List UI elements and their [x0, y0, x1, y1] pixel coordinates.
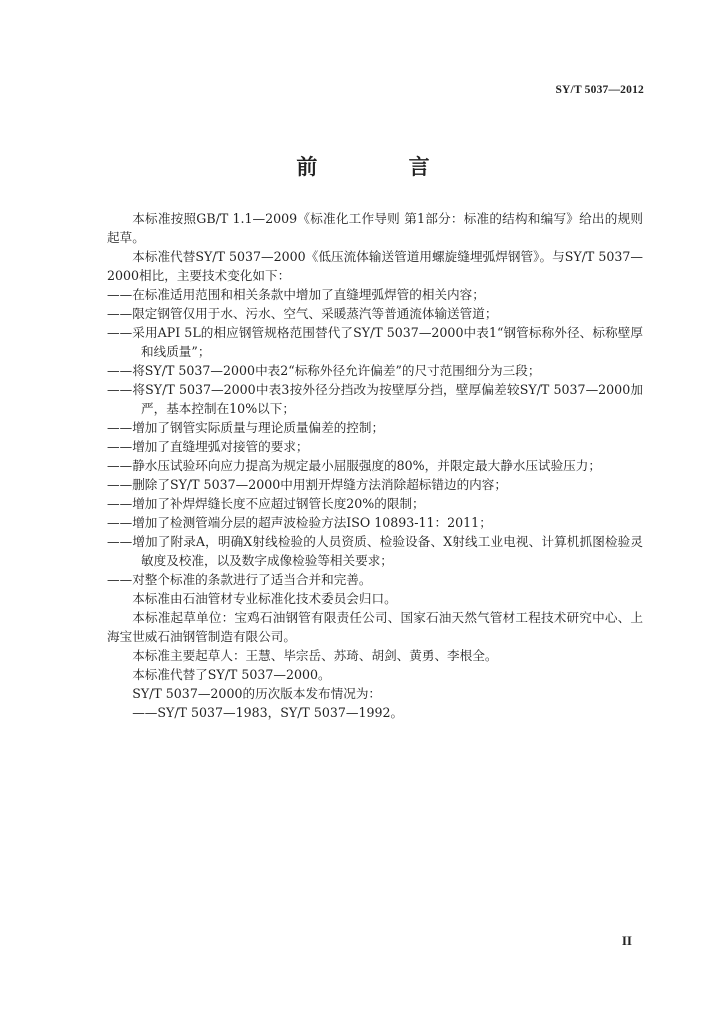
list-item: ——增加了检测管端分层的超声波检验方法ISO 10893-11：2011； — [107, 515, 492, 530]
paragraph-replacement: 本标准代替SY/T 5037—2000《低压流体输送管道用螺旋缝埋弧焊钢管》。与SY/T 5037—2000相比，主要技术变化如下： — [107, 249, 643, 283]
paragraph-committee: 本标准由石油管材专业标准化技术委员会归口。 — [132, 591, 397, 606]
list-item: ——对整个标准的条款进行了适当合并和完善。 — [107, 572, 372, 587]
foreword-body — [107, 209, 643, 722]
list-item: ——增加了直缝埋弧对接管的要求； — [107, 439, 309, 454]
list-item: ——增加了补焊焊缝长度不应超过钢管长度20%的限制； — [107, 496, 425, 511]
list-item: ——增加了钢管实际质量与理论质量偏差的控制； — [107, 420, 385, 435]
paragraph-replaces: 本标准代替了SY/T 5037—2000。 — [132, 667, 331, 682]
paragraph-drafting-units: 本标准起草单位：宝鸡石油钢管有限责任公司、国家石油天然气管材工程技术研究中心、上海宝世威石油钢管制造有限公司。 — [107, 610, 643, 644]
section-title: 前 言 — [296, 154, 472, 179]
list-item: ——静水压试验环向应力提高为规定最小屈服强度的80%，并限定最大静水压试验压力； — [107, 458, 601, 473]
paragraph-history-intro: SY/T 5037—2000的历次版本发布情况为： — [132, 686, 382, 701]
paragraph-drafters: 本标准主要起草人：王慧、毕宗岳、苏琦、胡剑、黄勇、李根全。 — [132, 648, 498, 663]
paragraph-drafting-rules: 本标准按照GB/T 1.1—2009《标准化工作导则 第1部分：标准的结构和编写》给出的规则起草。 — [107, 211, 643, 245]
list-item: ——采用API 5L的相应钢管规格范围替代了SY/T 5037—2000中表1“钢管标称外径、标称壁厚和线质量”； — [107, 325, 643, 359]
page-number: II — [621, 933, 632, 948]
list-item: ——增加了附录A，明确X射线检验的人员资质、检验设备、X射线工业电视、计算机抓图检验灵敏度及校准，以及数字成像检验等相关要求； — [107, 534, 643, 568]
change-list — [107, 285, 643, 589]
list-item: ——在标准适用范围和相关条款中增加了直缝埋弧焊管的相关内容； — [107, 287, 485, 302]
list-item: ——删除了SY/T 5037—2000中用割开焊缝方法消除超标错边的内容； — [107, 477, 507, 492]
list-item: ——将SY/T 5037—2000中表2“标称外径允许偏差”的尺寸范围细分为三段； — [107, 363, 541, 378]
document-code: SY/T 5037—2012 — [555, 84, 644, 96]
list-item: ——限定钢管仅用于水、污水、空气、采暖蒸汽等普通流体输送管道； — [107, 306, 498, 321]
paragraph-history-versions: ——SY/T 5037—1983，SY/T 5037—1992。 — [132, 705, 404, 720]
list-item: ——将SY/T 5037—2000中表3按外径分挡改为按壁厚分挡，壁厚偏差较SY/T 5037—2000加严，基本控制在10%以下； — [107, 382, 643, 416]
